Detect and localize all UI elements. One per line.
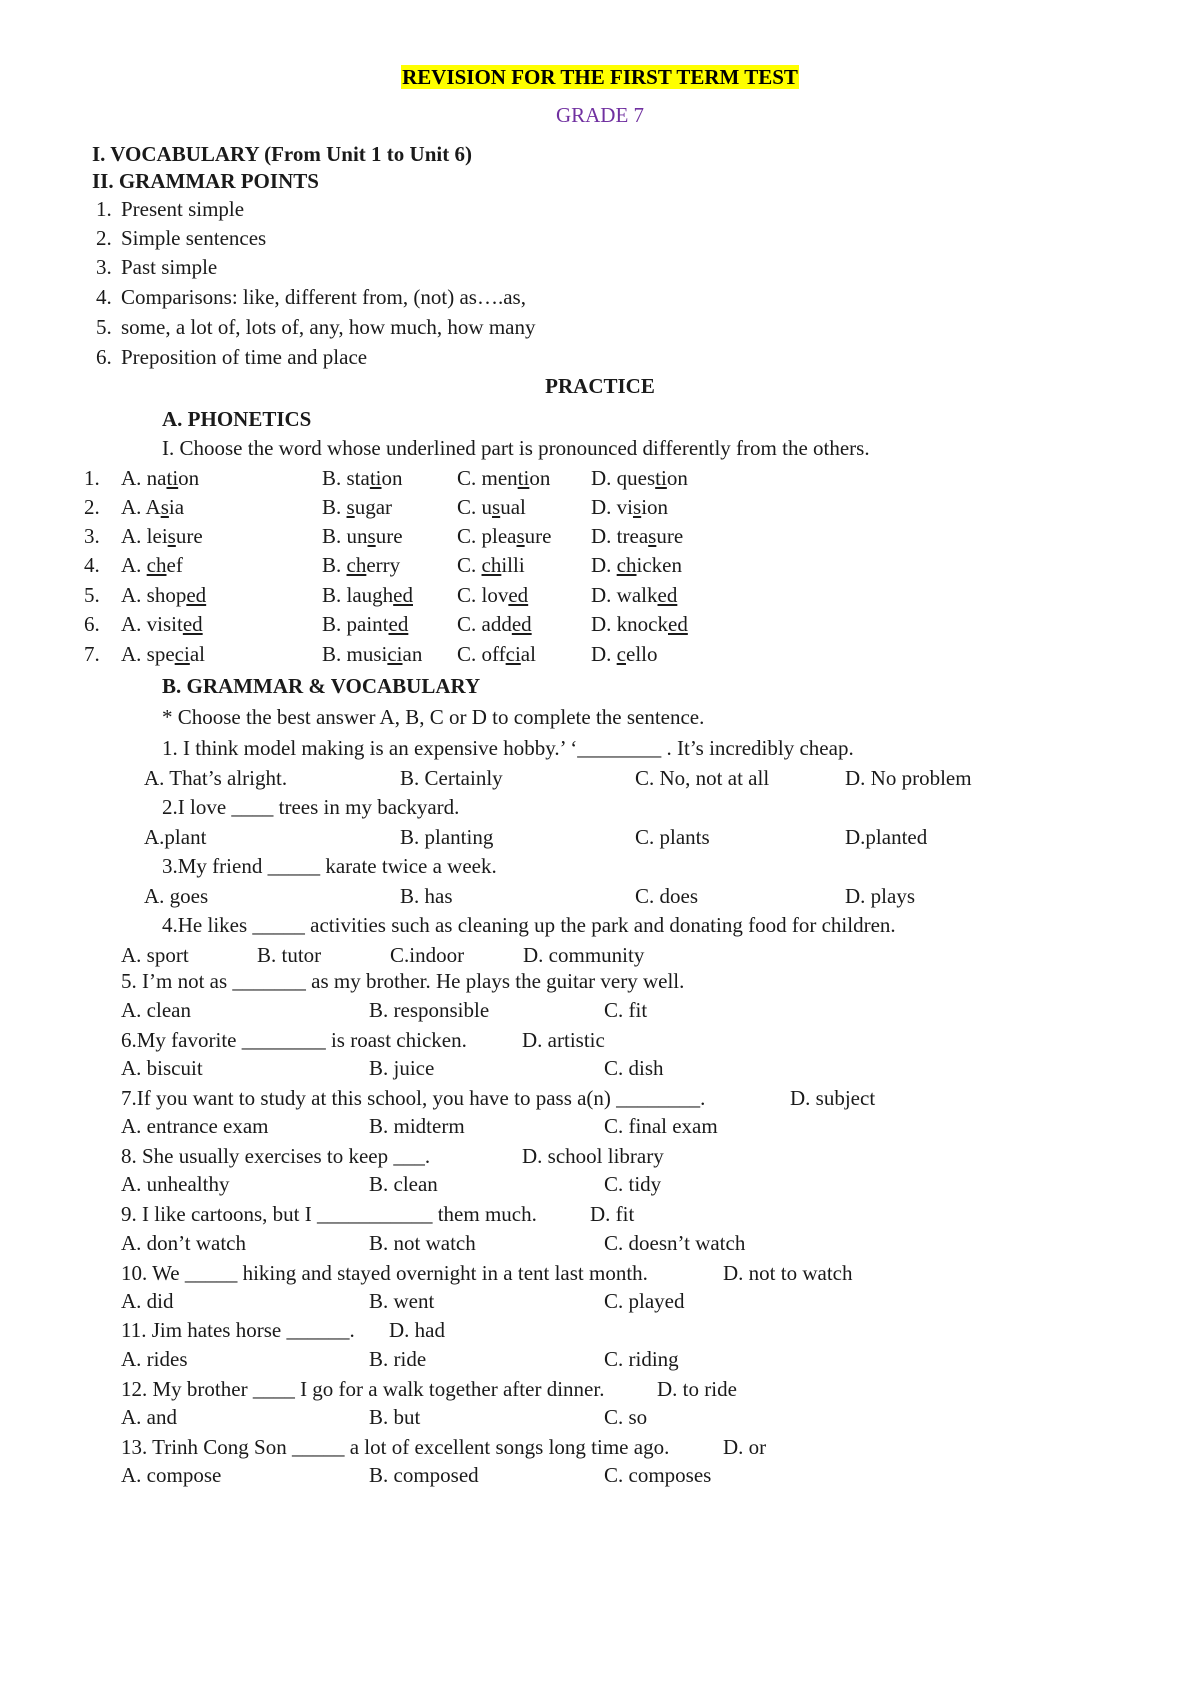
answer-option: D. fit — [590, 1202, 635, 1226]
option-a — [121, 552, 183, 578]
grammar-point-number: 6. — [96, 345, 112, 369]
question-text: 2.I love ____ trees in my backyard. — [162, 795, 460, 819]
answer-option: B. Certainly — [400, 766, 503, 790]
answer-option: 12. My brother ____ I go for a walk together after dinner. — [121, 1377, 605, 1401]
grammar-vocab-letter: B. — [162, 674, 182, 698]
page-title — [0, 64, 1200, 90]
answer-option: D. or — [723, 1435, 767, 1459]
option-text: C. off — [457, 642, 506, 666]
answer-option: B. responsible — [369, 998, 490, 1022]
underlined-part: s — [648, 524, 657, 548]
grammar-vocab-instruction: * Choose the best answer A, B, C or D to complete the sentence. — [162, 705, 705, 729]
option-text: ure — [375, 524, 403, 548]
answer-option: 7.If you want to study at this school, you have to pass a(n) ________. — [121, 1086, 706, 1110]
answer-option: D. artistic — [522, 1028, 605, 1052]
option-a — [121, 641, 205, 667]
underlined-part: ed — [186, 583, 207, 607]
grammar-point: Preposition of time and place — [121, 345, 368, 369]
answer-option: A. That’s alright. — [144, 766, 288, 790]
answer-option: 8. She usually exercises to keep ___. — [121, 1144, 431, 1168]
answer-option: 13. Trinh Cong Son _____ a lot of excellent songs long time ago. — [121, 1435, 670, 1459]
option-text: A. visit — [121, 612, 183, 636]
underlined-part: s — [160, 495, 169, 519]
option-b — [322, 494, 392, 520]
option-a — [121, 611, 203, 637]
option-text: C. add — [457, 612, 512, 636]
option-b — [322, 611, 408, 637]
answer-option: C. fit — [604, 998, 648, 1022]
answer-option: D. community — [523, 943, 645, 967]
underlined-part: ci — [387, 642, 403, 666]
phonetics-title: PHONETICS — [187, 407, 312, 431]
answer-option: C. so — [604, 1405, 648, 1429]
option-text: B. paint — [322, 612, 389, 636]
question-text: 4.He likes _____ activities such as cleaning up the park and donating food for children. — [162, 913, 896, 937]
answer-option: C. final exam — [604, 1114, 718, 1138]
underlined-part: s — [492, 495, 501, 519]
underlined-part: s — [346, 495, 355, 519]
underlined-part: c — [616, 642, 626, 666]
answer-option: B. not watch — [369, 1231, 476, 1255]
option-text: A. spe — [121, 642, 175, 666]
answer-option: D. subject — [790, 1086, 876, 1110]
answer-option: A. clean — [121, 998, 191, 1022]
answer-option: A. entrance exam — [121, 1114, 269, 1138]
option-text: D. — [591, 642, 617, 666]
grammar-point: some, a lot of, lots of, any, how much, how many — [121, 315, 536, 339]
option-d — [591, 465, 688, 491]
underlined-part: ti — [369, 466, 382, 490]
answer-option: B. went — [369, 1289, 435, 1313]
answer-option: B. has — [400, 884, 453, 908]
option-text: D. ques — [591, 466, 656, 490]
option-text: A. shop — [121, 583, 187, 607]
underlined-part: ci — [174, 642, 190, 666]
item-number: 2. — [84, 495, 100, 519]
answer-option: 6.My favorite ________ is roast chicken. — [121, 1028, 467, 1052]
option-text: ia — [168, 495, 185, 519]
answer-option: B. planting — [400, 825, 494, 849]
underlined-part: s — [167, 524, 176, 548]
grammar-point-number: 2. — [96, 226, 112, 250]
question-text: 3.My friend _____ karate twice a week. — [162, 854, 497, 878]
answer-option: C. does — [635, 884, 698, 908]
option-text: C. plea — [457, 524, 517, 548]
underlined-part: ed — [511, 612, 532, 636]
answer-option: D. No problem — [845, 766, 972, 790]
option-text: icken — [636, 553, 682, 577]
section-vocabulary: I. VOCABULARY (From Unit 1 to Unit 6) — [92, 142, 472, 166]
option-c — [457, 465, 550, 491]
answer-option: A. unhealthy — [121, 1172, 230, 1196]
phonetics-heading — [162, 406, 311, 432]
underlined-part: ch — [481, 553, 502, 577]
item-number: 6. — [84, 612, 100, 636]
option-text: A. A — [121, 495, 161, 519]
underlined-part: ci — [505, 642, 521, 666]
phonetics-instruction: I. Choose the word whose underlined part is pronounced differently from the others. — [162, 436, 870, 460]
option-b — [322, 465, 403, 491]
option-text: erry — [366, 553, 401, 577]
option-d — [591, 611, 688, 637]
answer-option: A.plant — [144, 825, 207, 849]
answer-option: B. ride — [369, 1347, 427, 1371]
grammar-vocab-heading — [162, 673, 480, 699]
answer-option: D. had — [389, 1318, 445, 1342]
grammar-point: Comparisons: like, different from, (not) as….as, — [121, 285, 526, 309]
option-text: ef — [166, 553, 183, 577]
option-text: an — [402, 642, 423, 666]
item-number: 5. — [84, 583, 100, 607]
answer-option: 10. We _____ hiking and stayed overnight in a tent last month. — [121, 1261, 648, 1285]
answer-option: D. plays — [845, 884, 915, 908]
answer-option: A. biscuit — [121, 1056, 203, 1080]
grammar-point: Simple sentences — [121, 226, 267, 250]
grammar-vocab-title: GRAMMAR & VOCABULARY — [186, 674, 481, 698]
answer-option: B. but — [369, 1405, 421, 1429]
item-number: 7. — [84, 642, 100, 666]
underlined-part: ed — [508, 583, 529, 607]
option-text: D. vi — [591, 495, 633, 519]
answer-option: C. dish — [604, 1056, 664, 1080]
underlined-part: ti — [166, 466, 179, 490]
question-text: 1. I think model making is an expensive hobby.’ ‘________ . It’s incredibly cheap. — [162, 736, 854, 760]
option-text: on — [381, 466, 403, 490]
option-text: ual — [500, 495, 526, 519]
option-text: ure — [656, 524, 684, 548]
option-text: C. — [457, 553, 482, 577]
grammar-point-number: 3. — [96, 255, 112, 279]
option-d — [591, 552, 682, 578]
option-text: A. na — [121, 466, 167, 490]
grammar-point-number: 5. — [96, 315, 112, 339]
option-c — [457, 494, 526, 520]
answer-option: B. juice — [369, 1056, 435, 1080]
grammar-point-number: 1. — [96, 197, 112, 221]
answer-option: C.indoor — [390, 943, 465, 967]
option-c — [457, 552, 525, 578]
option-text: A. lei — [121, 524, 168, 548]
answer-option: C. composes — [604, 1463, 712, 1487]
answer-option: C. tidy — [604, 1172, 662, 1196]
item-number: 3. — [84, 524, 100, 548]
answer-option: D. to ride — [657, 1377, 737, 1401]
option-c — [457, 641, 536, 667]
grammar-point: Present simple — [121, 197, 245, 221]
option-text: ion — [641, 495, 669, 519]
answer-option: C. played — [604, 1289, 685, 1313]
answer-option: 9. I like cartoons, but I ___________ them much. — [121, 1202, 537, 1226]
option-c — [457, 523, 552, 549]
answer-option: B. clean — [369, 1172, 438, 1196]
phonetics-letter: A. — [162, 407, 183, 431]
option-text: on — [666, 466, 688, 490]
answer-option: A. don’t watch — [121, 1231, 247, 1255]
item-number: 1. — [84, 466, 100, 490]
option-b — [322, 523, 403, 549]
option-b — [322, 552, 400, 578]
underlined-part: ti — [517, 466, 530, 490]
option-b — [322, 582, 413, 608]
option-d — [591, 523, 683, 549]
answer-option: C. doesn’t watch — [604, 1231, 746, 1255]
answer-option: C. riding — [604, 1347, 679, 1371]
option-text: al — [189, 642, 205, 666]
answer-option: A. rides — [121, 1347, 188, 1371]
option-text: ugar — [354, 495, 393, 519]
underlined-part: ed — [393, 583, 413, 607]
underlined-part: s — [633, 495, 642, 519]
option-a — [121, 582, 206, 608]
option-text: illi — [501, 553, 525, 577]
option-text: D. trea — [591, 524, 649, 548]
option-d — [591, 494, 668, 520]
answer-option: D. school library — [522, 1144, 664, 1168]
answer-option: C. No, not at all — [635, 766, 770, 790]
option-a — [121, 523, 203, 549]
section-grammar-points: II. GRAMMAR POINTS — [92, 169, 319, 193]
title-highlight: REVISION FOR THE FIRST TERM TEST — [402, 65, 798, 89]
underlined-part: s — [367, 524, 376, 548]
option-text: ure — [524, 524, 552, 548]
option-b — [322, 641, 422, 667]
option-c — [457, 611, 532, 637]
grade-label: GRADE 7 — [555, 103, 645, 127]
option-text: on — [178, 466, 200, 490]
option-text: A. — [121, 553, 147, 577]
option-text: D. knock — [591, 612, 668, 636]
answer-option: D. not to watch — [723, 1261, 853, 1285]
underlined-part: s — [516, 524, 525, 548]
option-text: B. laugh — [322, 583, 394, 607]
underlined-part: ed — [668, 612, 688, 636]
option-text: D. walk — [591, 583, 658, 607]
option-text: al — [520, 642, 536, 666]
answer-option: B. tutor — [257, 943, 322, 967]
option-text: ure — [175, 524, 203, 548]
answer-option: B. midterm — [369, 1114, 465, 1138]
underlined-part: ch — [146, 553, 167, 577]
practice-heading: PRACTICE — [545, 374, 655, 398]
answer-option: A. and — [121, 1405, 177, 1429]
option-d — [591, 582, 677, 608]
answer-option: A. goes — [144, 884, 209, 908]
option-d — [591, 641, 658, 667]
grammar-point-number: 4. — [96, 285, 112, 309]
underlined-part: ed — [657, 583, 678, 607]
option-text: C. lov — [457, 583, 509, 607]
answer-option: B. composed — [369, 1463, 479, 1487]
option-text: C. men — [457, 466, 518, 490]
underlined-part: ti — [655, 466, 667, 490]
grammar-point: Past simple — [121, 255, 218, 279]
option-a — [121, 494, 184, 520]
underlined-part: ch — [346, 553, 367, 577]
underlined-part: ed — [388, 612, 409, 636]
answer-option: 11. Jim hates horse ______. — [121, 1318, 355, 1342]
question-text: 5. I’m not as _______ as my brother. He plays the guitar very well. — [121, 969, 685, 993]
answer-option: D.planted — [845, 825, 928, 849]
underlined-part: ed — [182, 612, 203, 636]
option-text: ello — [626, 642, 658, 666]
option-text: B. un — [322, 524, 368, 548]
option-text: D. — [591, 553, 617, 577]
option-text: on — [529, 466, 551, 490]
underlined-part: ch — [616, 553, 637, 577]
option-text: B. — [322, 553, 347, 577]
option-a — [121, 465, 199, 491]
option-c — [457, 582, 528, 608]
answer-option: C. plants — [635, 825, 710, 849]
answer-option: A. did — [121, 1289, 174, 1313]
option-text: B. — [322, 495, 347, 519]
option-text: B. sta — [322, 466, 370, 490]
answer-option: A. sport — [121, 943, 189, 967]
option-text: C. u — [457, 495, 493, 519]
item-number: 4. — [84, 553, 100, 577]
option-text: B. musi — [322, 642, 388, 666]
answer-option: A. compose — [121, 1463, 222, 1487]
